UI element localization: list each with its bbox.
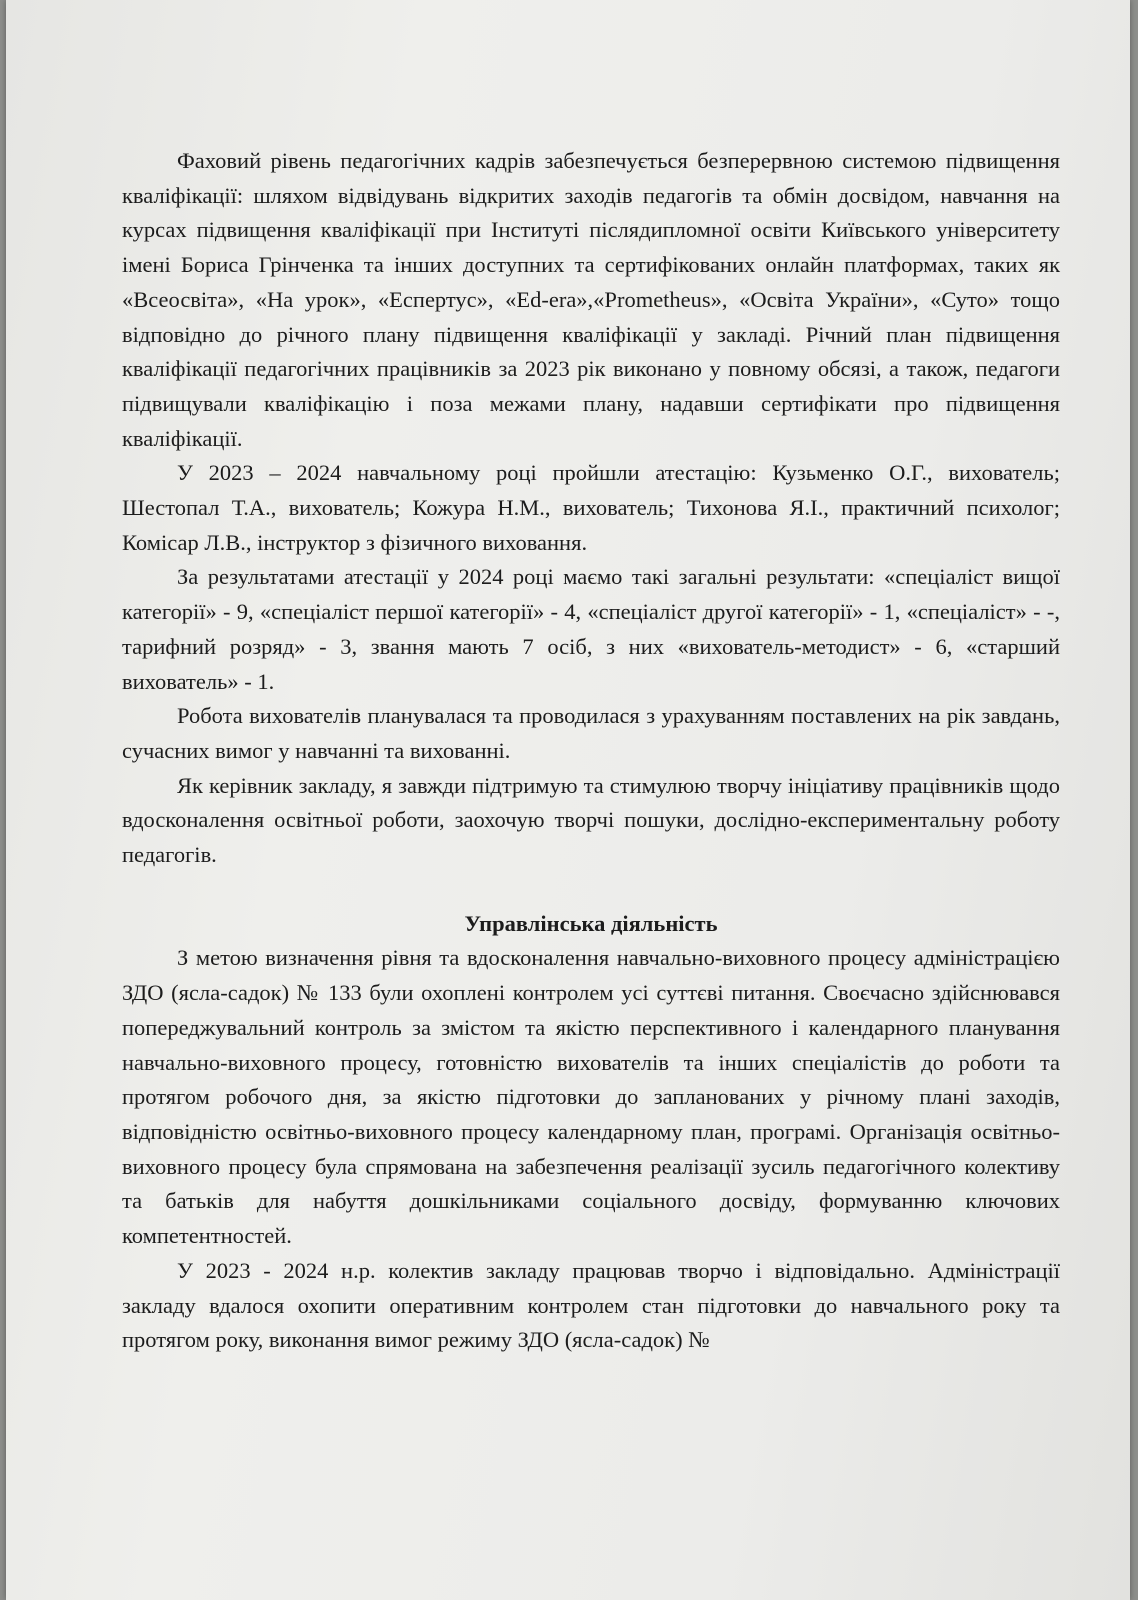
paragraph-collective: У 2023 - 2024 н.р. колектив закладу працював творчо і відповідально. Адміністрації закладу вдалося охопити оперативним контролем стан підготовки до навчального року та протягом року, виконання вимог режиму ЗДО (ясла-садок) № (122, 1257, 1060, 1353)
paragraph-attestation-results: За результатами атестації у 2024 році маємо такі загальні результати: «спеціаліст вищої категорії» - 9, «спеціаліст першої категорії» - 4, «спеціаліст другої категорії» - 1, «спеціаліст» - -, тарифний розряд» - 3, звання мають 7 осіб, з них «вихователь-методист» - 6, «старший вихователь» - 1. (122, 564, 1060, 694)
paragraph-attestation: У 2023 – 2024 навчальному році пройшли атестацію: Кузьменко О.Г., вихователь; Шестопал Т.А., вихователь; Кожура Н.М., вихователь; Тихонова Я.І., практичний психолог; Комісар Л.В., інструктор з фізичного виховання. (122, 460, 1060, 555)
document-body (122, 144, 1060, 1358)
paper-sheet (6, 0, 1130, 1600)
paragraph-control: З метою визначення рівня та вдосконалення навчально-виховного процесу адміністрацією ЗДО (ясла-садок) № 133 були охоплені контролем усі суттєві питання. Своєчасно здійснювався попереджувальний контроль за змістом та якістю перспективного і календарного планування навчально-виховного процесу, готовністю вихователів та інших спеціалістів до роботи та протягом робочого дня, за якістю підготовки до запланованих у річному плані заходів, відповідністю освітньо-виховного процесу календарному план, програмі. Організація освітньо-виховного процесу була спрямована на забезпечення реалізації зусиль педагогічного колективу та батьків для набуття дошкільниками соціального досвіду, формуванню ключових компетентностей. (122, 945, 1060, 1249)
section-heading: Управлінська діяльність (464, 910, 718, 936)
paragraph-educators-work: Робота вихователів планувалася та проводилася з урахуванням поставлених на рік завдань, сучасних вимог у навчанні та вихованні. (122, 703, 1060, 763)
paragraph-qualification: Фаховий рівень педагогічних кадрів забезпечується безперервною системою підвищення кваліфікації: шляхом відвідувань відкритих заходів педагогів та обмін досвідом, навчання на курсах підвищення кваліфікації при Інституті післядипломної освіти Київського університету імені Бориса Грінченка та інших доступних та сертифікованих онлайн платформах, таких як «Всеосвіта», «На урок», «Еспертус», «Ed-era»,«Prometheus», «Освіта України», «Суто» тощо відповідно до річного плану підвищення кваліфікації у закладі. Річний план підвищення кваліфікації педагогічних працівників за 2023 рік виконано у повному обсязі, а також, педагоги підвищували кваліфікацію і поза межами плану, надавши сертифікати про підвищення кваліфікації. (122, 148, 1060, 451)
paragraph-director-support: Як керівник закладу, я завжди підтримую та стимулюю творчу ініціативу працівників щодо вдосконалення освітньої роботи, заохочую творчі пошуки, дослідно-експериментальну роботу педагогів. (122, 772, 1060, 868)
